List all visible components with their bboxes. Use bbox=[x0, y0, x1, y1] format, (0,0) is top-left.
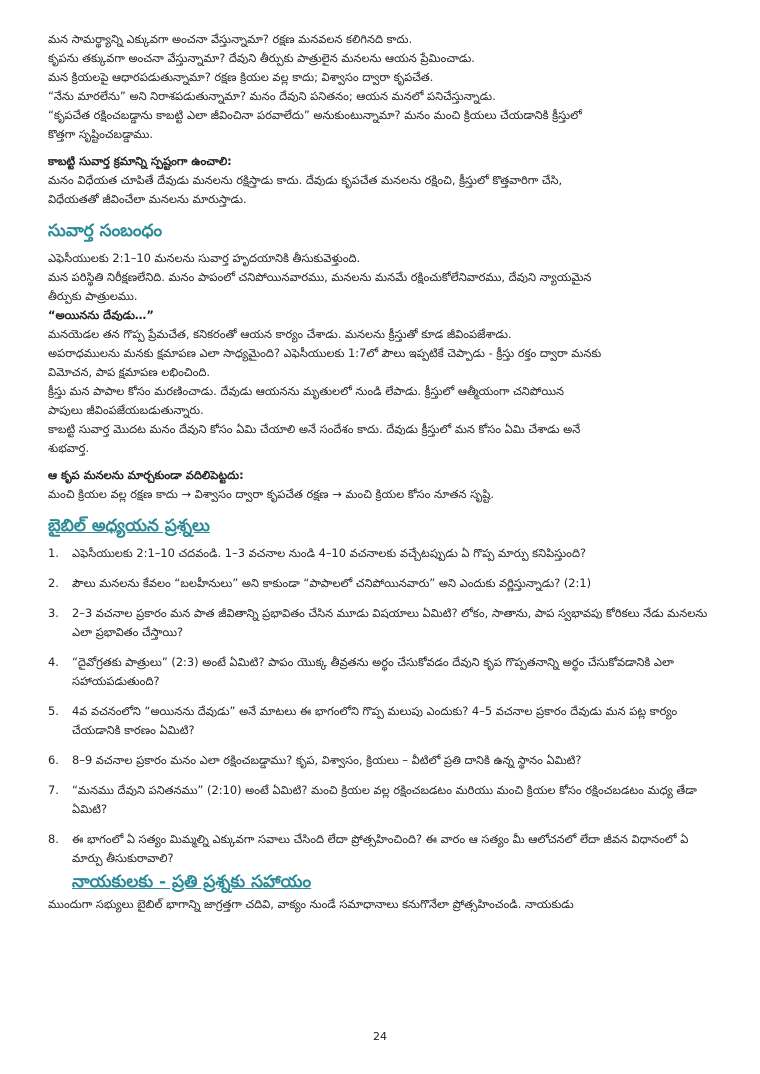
question-number: 8. bbox=[48, 832, 59, 846]
paragraph-line: ఎఫెసీయులకు 2:1–10 మనలను సువార్త హృదయానికి తీసుకువెళ్తుంది. bbox=[48, 251, 361, 265]
gospel-order-block bbox=[48, 152, 718, 209]
paragraph-line: శుభవార్త. bbox=[48, 441, 90, 455]
question-item bbox=[48, 751, 718, 770]
question-text: 4వ వచనంలోని “అయినను దేవుడు” అనే మాటలు ఈ భాగంలోని గొప్ప మలుపు ఎందుకు? 4–5 వచనాల ప్రకారం దేవుడు మన పట్ల కార్యం చేయడానికి కారణం ఏమిటి? bbox=[72, 704, 678, 737]
grace-line: మంచి క్రియల వల్ల రక్షణ కాదు → విశ్వాసం ద్వారా కృపచేత రక్షణ → మంచి క్రియల కోసం నూతన సృష్టి. bbox=[48, 487, 494, 501]
question-text: 8–9 వచనాల ప్రకారం మనం ఎలా రక్షించబడ్డాము? కృప, విశ్వాసం, క్రియలు – వీటిలో ప్రతి దానికి ఉన్న స్థానం ఏమిటి? bbox=[72, 753, 582, 767]
questions-list bbox=[48, 544, 718, 868]
question-text: ఎఫెసీయులకు 2:1–10 చదవండి. 1–3 వచనాల నుండి 4–10 వచనాలకు వచ్చేటప్పుడు ఏ గొప్ప మార్పు కనిపిస్తుంది? bbox=[72, 546, 587, 560]
bible-study-heading: బైబిల్ అధ్యయన ప్రశ్నలు bbox=[48, 516, 210, 536]
intro-line: మన సామర్థ్యాన్ని ఎక్కువగా అంచనా వేస్తున్నామా? రక్షణ మనవలన కలిగినది కాదు. bbox=[48, 32, 413, 46]
question-number: 3. bbox=[48, 606, 59, 620]
question-item bbox=[48, 574, 718, 593]
question-text: 2–3 వచనాల ప్రకారం మన పాత జీవితాన్ని ప్రభావితం చేసిన మూడు విషయాలు ఏమిటి? లోకం, సాతాను, పాప స్వభావపు కోరికలు నేడు మనలను ఎలా ప్రభావితం చేస్తాయి? bbox=[72, 606, 708, 639]
question-item bbox=[48, 702, 718, 740]
paragraph-line: తీర్పుకు పాత్రులము. bbox=[48, 289, 138, 303]
question-text: ఈ భాగంలో ఏ సత్యం మిమ్మల్ని ఎక్కువగా సవాలు చేసింది లేదా ప్రోత్సహించింది? ఈ వారం ఆ సత్యం మీ ఆలోచనలో లేదా జీవన విధానంలో ఏ మార్పు తీసుకురావాలి? bbox=[72, 832, 689, 865]
gospel-order-line: మనం విధేయత చూపితే దేవుడు మనలను రక్షిస్తాడు కాదు. దేవుడు కృపచేత మనలను రక్షించి, క్రీస్తులో కొత్తవారిగా చేసి, bbox=[48, 173, 563, 187]
intro-line: కృపను తక్కువగా అంచనా వేస్తున్నామా? దేవుని తీర్పుకు పాత్రులైన మనలను ఆయన ప్రేమించాడు. bbox=[48, 51, 475, 65]
question-number: 7. bbox=[48, 783, 59, 797]
question-text: “మనము దేవుని పనితనము” (2:10) అంటే ఏమిటి? మంచి క్రియల వల్ల రక్షించబడటం మరియు మంచి క్రియల కోసం రక్షించబడటం మధ్య తేడా ఏమిటి? bbox=[72, 783, 697, 816]
paragraph-line: పాపులు జీవింపజేయబడుతున్నారు. bbox=[48, 403, 204, 417]
page-number: 24 bbox=[373, 1030, 387, 1043]
paragraph-line: మన పరిస్థితి నిరీక్షణలేనిది. మనం పాపంలో చనిపోయినవారము, మనలను మనమే రక్షించుకోలేనివారము, దేవుని న్యాయమైన bbox=[48, 270, 592, 284]
gospel-order-title: కాబట్టి సువార్త క్రమాన్ని స్పష్టంగా ఉంచాలి: bbox=[48, 154, 232, 168]
intro-line: “కృపచేత రక్షించబడ్డాను కాబట్టి ఎలా జీవించినా పరవాలేదు” అనుకుంటున్నామా? మనం మంచి క్రియలు చేయడానికి క్రీస్తులో bbox=[48, 108, 582, 122]
intro-line: మన క్రియలపై ఆధారపడుతున్నామా? రక్షణ క్రియల వల్ల కాదు; విశ్వాసం ద్వారా కృపచేత. bbox=[48, 70, 434, 84]
question-item bbox=[48, 653, 718, 691]
question-item bbox=[48, 781, 718, 819]
grace-title: ఆ కృప మనలను మార్చకుండా వదిలిపెట్టదు: bbox=[48, 468, 244, 482]
paragraph-line: క్రీస్తు మన పాపాల కోసం మరణించాడు. దేవుడు ఆయనను మృతులలో నుండి లేపాడు. క్రీస్తులో ఆత్మీయంగా చనిపోయిన bbox=[48, 384, 564, 398]
question-item bbox=[48, 830, 718, 868]
question-number: 4. bbox=[48, 655, 59, 669]
paragraph-line: విమోచన, పాప క్షమాపణ లభించింది. bbox=[48, 365, 211, 379]
question-item bbox=[48, 604, 718, 642]
question-number: 2. bbox=[48, 576, 59, 590]
intro-line: కొత్తగా సృష్టించబడ్డాము. bbox=[48, 127, 153, 141]
document-page bbox=[48, 30, 718, 914]
but-god-subheading: “అయినను దేవుడు…” bbox=[48, 308, 154, 322]
question-text: “దైవోగ్రతకు పాత్రులు” (2:3) అంటే ఏమిటి? పాపం యొక్క తీవ్రతను అర్థం చేసుకోవడం దేవుని కృప గొప్పతనాన్ని అర్థం చేసుకోవడానికి ఎలా సహాయపడుతుంది? bbox=[72, 655, 674, 688]
gospel-connection-block bbox=[48, 249, 718, 504]
paragraph-line: మనయెడల తన గొప్ప ప్రేమచేత, కనికరంతో ఆయన కార్యం చేశాడు. మనలను క్రీస్తుతో కూడ జీవింపజేశాడు. bbox=[48, 327, 512, 341]
question-number: 1. bbox=[48, 546, 59, 560]
paragraph-line: కాబట్టి సువార్త మొదట మనం దేవుని కోసం ఏమి చేయాలి అనే సందేశం కాదు. దేవుడు క్రీస్తులో మన కోసం ఏమి చేశాడు అనే bbox=[48, 422, 581, 436]
intro-line: “నేను మారలేను” అని నిరాశపడుతున్నామా? మనం దేవుని పనితనం; ఆయన మనలో పనిచేస్తున్నాడు. bbox=[48, 89, 496, 103]
question-number: 6. bbox=[48, 753, 59, 767]
intro-block bbox=[48, 30, 718, 144]
leaders-heading: నాయకులకు - ప్రతి ప్రశ్నకు సహాయం bbox=[72, 872, 312, 892]
gospel-order-line: విధేయతతో జీవించేలా మనలను మారుస్తాడు. bbox=[48, 192, 247, 206]
paragraph-line: అపరాధములను మనకు క్షమాపణ ఎలా సాధ్యమైంది? ఎఫెసీయులకు 1:7లో పౌలు ఇప్పటికే చెప్పాడు - క్రీస్తు రక్తం ద్వారా మనకు bbox=[48, 346, 602, 360]
question-text: పౌలు మనలను కేవలం “బలహీనులు” అని కాకుండా “పాపాలలో చనిపోయినవారు” అని ఎందుకు వర్ణిస్తున్నాడు? (2:1) bbox=[72, 576, 592, 590]
question-number: 5. bbox=[48, 704, 59, 718]
leaders-line: ముందుగా సభ్యులు బైబిల్ భాగాన్ని జాగ్రత్తగా చదివి, వాక్యం నుండే సమాధానాలు కనుగొనేలా ప్రోత్సహించండి. నాయకుడు bbox=[48, 897, 574, 911]
question-item bbox=[48, 544, 718, 563]
gospel-connection-heading: సువార్త సంబంధం bbox=[48, 221, 163, 241]
